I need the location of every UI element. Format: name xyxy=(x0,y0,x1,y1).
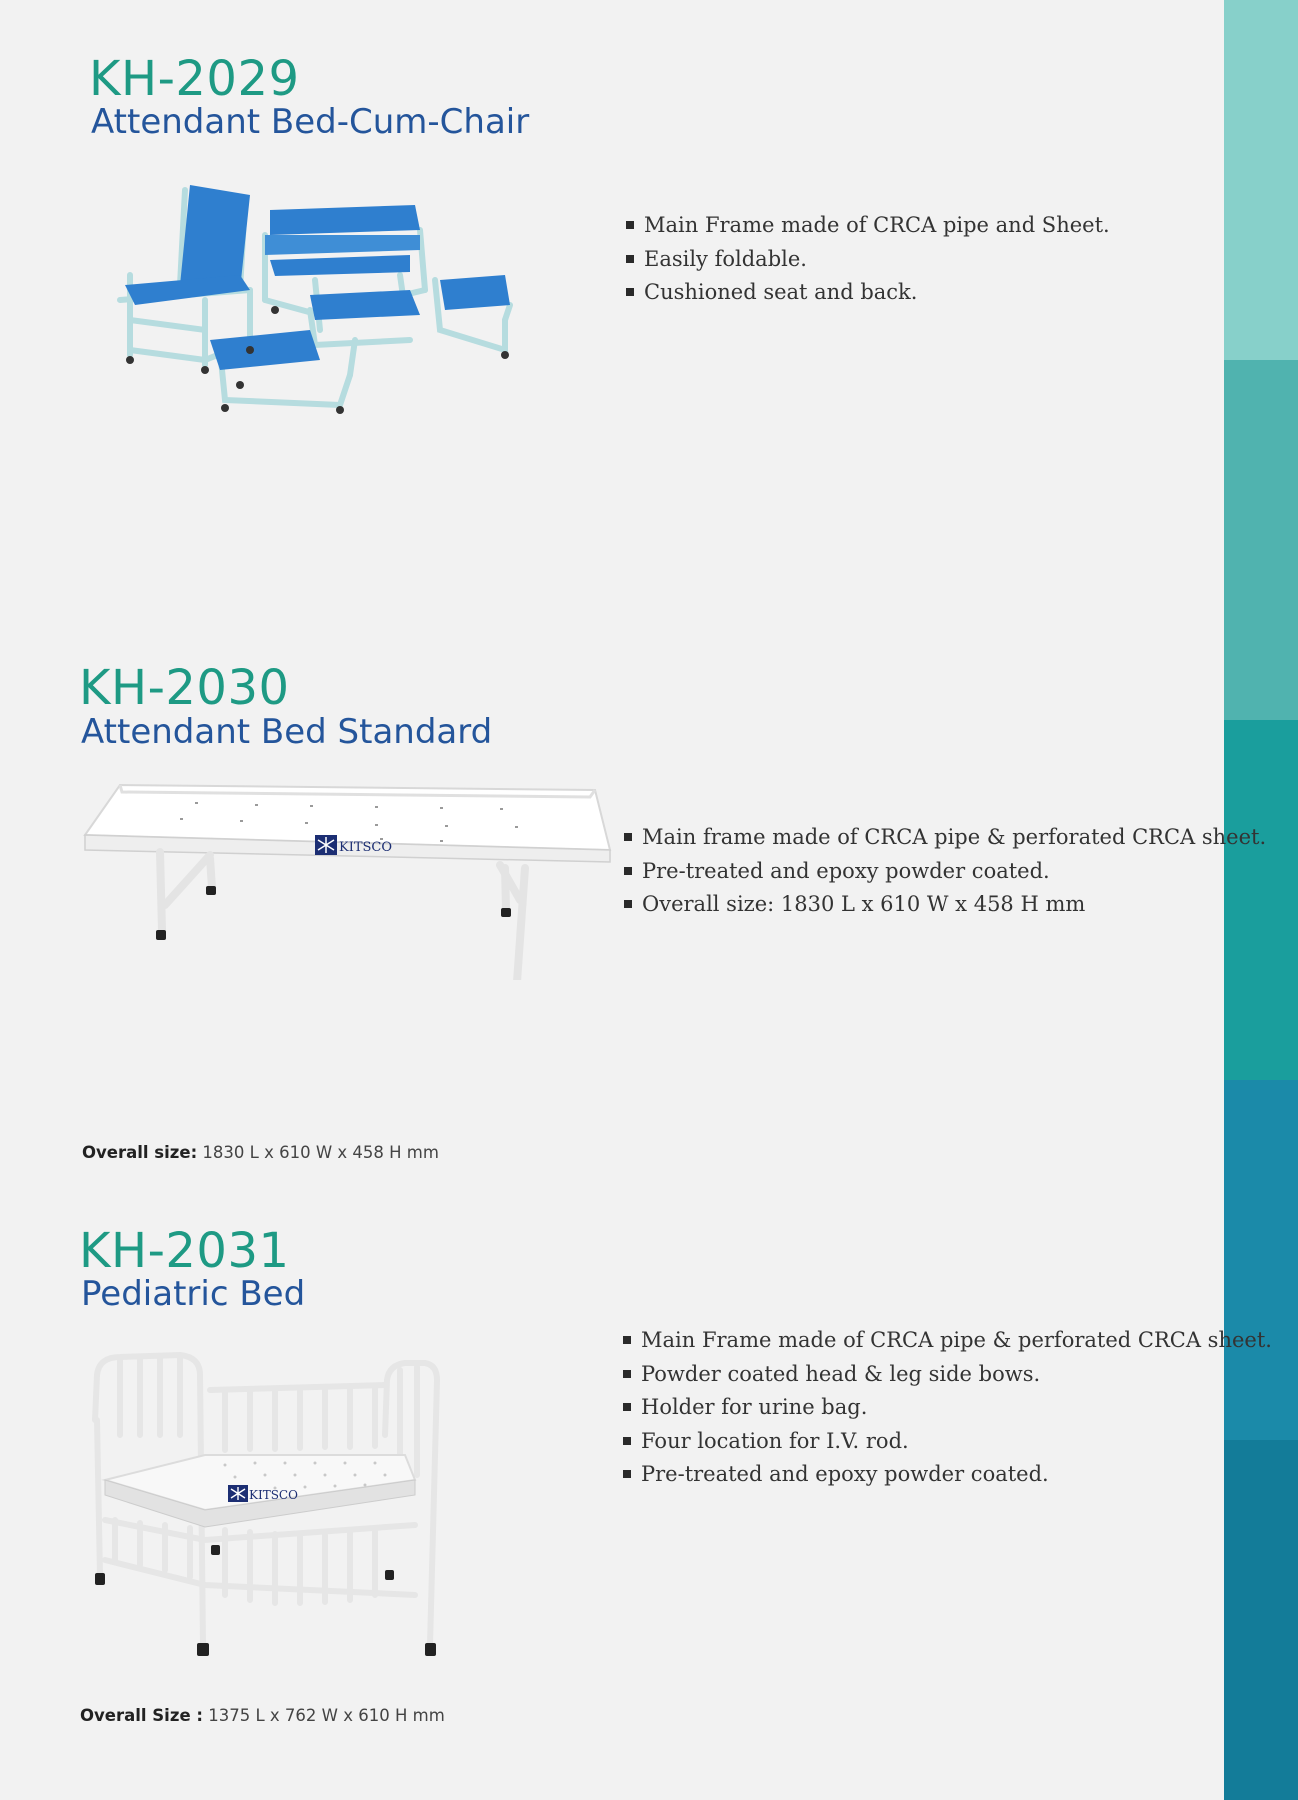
feature-text: Powder coated head & leg side bows. xyxy=(641,1361,1041,1386)
product-kh-2029 xyxy=(0,0,1224,620)
pediatric-bed-image xyxy=(85,1345,495,1685)
feature-text: Cushioned seat and back. xyxy=(644,280,918,304)
feature-item xyxy=(624,821,1266,855)
product-name: Attendant Bed-Cum-Chair xyxy=(91,102,530,142)
overall-size-label: Overall Size : xyxy=(80,1706,203,1725)
bullet-icon xyxy=(624,900,632,908)
feature-text: Four location for I.V. rod. xyxy=(641,1428,909,1453)
sidebar-stripe-1 xyxy=(1224,0,1298,360)
overall-size-value: 1375 L x 762 W x 610 H mm xyxy=(208,1706,445,1725)
bullet-icon xyxy=(623,1370,631,1378)
feature-text: Overall size: 1830 L x 610 W x 458 H mm xyxy=(642,892,1086,916)
product-code: KH-2031 xyxy=(79,1223,290,1279)
bullet-icon xyxy=(624,833,632,841)
feature-item xyxy=(626,209,1110,243)
brand-logo-text: KITSCO xyxy=(339,840,393,855)
product-code: KH-2029 xyxy=(89,51,300,107)
product-name: Attendant Bed Standard xyxy=(81,712,493,752)
overall-size xyxy=(80,1706,445,1725)
feature-item xyxy=(623,1425,1272,1459)
bullet-icon xyxy=(623,1470,631,1478)
overall-size-label: Overall size: xyxy=(82,1143,198,1162)
feature-list xyxy=(626,209,1110,310)
bullet-icon xyxy=(626,255,634,263)
feature-text: Pre-treated and epoxy powder coated. xyxy=(641,1462,1049,1486)
bullet-icon xyxy=(626,221,634,229)
bed-cum-chair-image xyxy=(110,180,610,450)
feature-item xyxy=(623,1458,1272,1492)
feature-text: Pre-treated and epoxy powder coated. xyxy=(642,858,1050,883)
bullet-icon xyxy=(624,867,632,875)
bullet-icon xyxy=(623,1336,631,1344)
overall-size xyxy=(82,1143,439,1162)
bullet-icon xyxy=(623,1437,631,1445)
feature-item xyxy=(626,243,1110,277)
feature-item xyxy=(623,1391,1272,1425)
bullet-icon xyxy=(623,1403,631,1411)
sidebar-stripe-2 xyxy=(1224,360,1298,720)
feature-item xyxy=(623,1358,1272,1392)
product-kh-2031 xyxy=(0,1180,1272,1800)
product-name: Pediatric Bed xyxy=(81,1274,306,1314)
feature-text: Main frame made of CRCA pipe & perforated CRCA sheet. xyxy=(642,825,1267,849)
feature-item xyxy=(624,855,1266,889)
overall-size-value: 1830 L x 610 W x 458 H mm xyxy=(202,1143,439,1162)
feature-text: Easily foldable. xyxy=(644,246,807,271)
feature-list xyxy=(624,821,1266,922)
bullet-icon xyxy=(626,288,634,296)
feature-text: Main Frame made of CRCA pipe & perforated CRCA sheet. xyxy=(641,1328,1272,1352)
feature-text: Holder for urine bag. xyxy=(641,1395,868,1419)
product-kh-2030 xyxy=(0,620,1267,1180)
feature-item xyxy=(623,1324,1272,1358)
feature-item xyxy=(624,888,1266,922)
feature-item xyxy=(626,276,1110,310)
sidebar-stripe-5 xyxy=(1224,1440,1298,1800)
attendant-bed-image xyxy=(80,780,615,980)
feature-list xyxy=(623,1324,1272,1492)
brand-logo-text: KITSCO xyxy=(249,1488,298,1502)
product-code: KH-2030 xyxy=(79,660,290,716)
feature-text: Main Frame made of CRCA pipe and Sheet. xyxy=(644,213,1110,237)
